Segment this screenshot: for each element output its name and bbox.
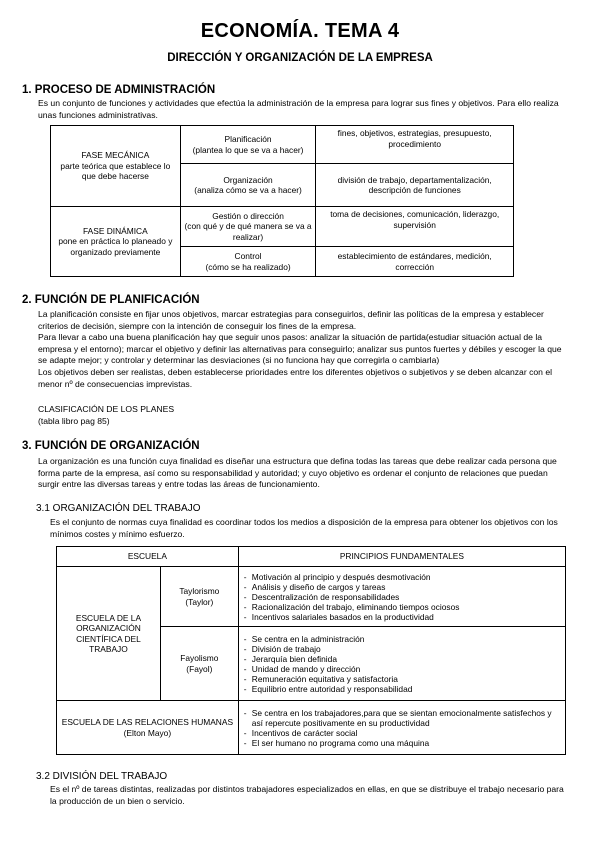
function-name: Control bbox=[234, 251, 262, 261]
function-cell bbox=[180, 164, 316, 207]
function-cell bbox=[180, 247, 316, 277]
list-item: - Se centra en los trabajadores,para que se sientan emocionalmente satisfechos y así repercute positivamente en su productividad bbox=[252, 708, 562, 728]
list-item: - Incentivos de carácter social bbox=[252, 728, 562, 738]
relaciones-title: ESCUELA DE LAS RELACIONES HUMANAS bbox=[61, 717, 234, 727]
taylor-name: Taylorismo bbox=[179, 586, 220, 596]
schools-table bbox=[56, 546, 566, 755]
list-item: - Se centra en la administración bbox=[252, 634, 562, 644]
function-content: división de trabajo, departamentalización, descripción de funciones bbox=[316, 164, 514, 207]
section-2-paragraph-3: Los objetivos deben ser realistas, deben establecerse prioridades entre los diferentes objetivos o subjetivos y se deben alcanzar con el menor nº de consecuencias imprevistas. bbox=[38, 367, 553, 389]
fase-dinamica-title: FASE DINÁMICA bbox=[83, 225, 148, 236]
function-cell bbox=[180, 126, 316, 164]
function-detail: (con qué y de qué manera se va a realizar) bbox=[184, 221, 312, 242]
administration-table bbox=[50, 125, 514, 277]
subsection-3-2-text: Es el nº de tareas distintas, realizadas por distintos trabajadores especializados en ellas, en que se distribuye el trabajo necesario para la producción de un bien o servicio. bbox=[50, 784, 564, 806]
taylor-cell bbox=[160, 567, 238, 627]
school-cientifica: ESCUELA DE LA ORGANIZACIÓN CIENTÍFICA DEL TRABAJO bbox=[57, 567, 161, 701]
page-subtitle: DIRECCIÓN Y ORGANIZACIÓN DE LA EMPRESA bbox=[167, 52, 433, 64]
list-item: - Equilibrio entre autoridad y responsabilidad bbox=[252, 684, 562, 694]
page-title: ECONOMÍA. TEMA 4 bbox=[200, 20, 400, 42]
fayol-cell bbox=[160, 627, 238, 701]
list-item: - Remuneración equitativa y satisfactoria bbox=[252, 674, 562, 684]
list-item: - Racionalización del trabajo, eliminando tiempos ociosos bbox=[252, 602, 562, 612]
fase-dinamica-cell bbox=[51, 207, 181, 277]
fase-dinamica-desc: pone en práctica lo planeado y organizado previamente bbox=[58, 236, 173, 257]
section-3-text: La organización es una función cuya finalidad es diseñar una estructura que defina todas las tareas que debe realizar cada persona que forma parte de la empresa, así como su responsabilidad y autoridad; y cuyo objetivo es ordenar el conjunto de relaciones que puedan surgir entre las diversas tareas y entre todas las áreas de funcionamiento. bbox=[38, 456, 557, 489]
schools-header-escuela: ESCUELA bbox=[57, 547, 239, 567]
function-detail: (plantea lo que se va a hacer) bbox=[192, 144, 304, 155]
section-1-heading: 1. PROCESO DE ADMINISTRACIÓN bbox=[22, 84, 216, 96]
subsection-3-2-heading: 3.2 DIVISIÓN DEL TRABAJO bbox=[36, 771, 168, 782]
taylor-principles bbox=[238, 567, 565, 627]
function-name: Organización bbox=[223, 174, 273, 185]
list-item: - Jerarquía bien definida bbox=[252, 654, 562, 664]
function-content: toma de decisiones, comunicación, liderazgo, supervisión bbox=[316, 207, 514, 247]
relaciones-principles bbox=[238, 701, 565, 755]
school-relaciones bbox=[57, 701, 239, 755]
list-item: - Unidad de mando y dirección bbox=[252, 664, 562, 674]
schools-header-principios: PRINCIPIOS FUNDAMENTALES bbox=[238, 547, 565, 567]
fase-mecanica-title: FASE MECÁNICA bbox=[81, 150, 150, 161]
fase-mecanica-desc: parte teórica que establece lo que debe hacerse bbox=[60, 160, 171, 182]
function-detail: (analiza cómo se va a hacer) bbox=[194, 185, 302, 195]
list-item: - Análisis y diseño de cargos y tareas bbox=[252, 582, 562, 592]
section-1-text: Es un conjunto de funciones y actividades que efectúa la administración de la empresa para lograr sus fines y objetivos. Para ello realiza unas funciones administrativas. bbox=[38, 98, 559, 120]
list-item: - El ser humano no programa como una máquina bbox=[252, 738, 562, 748]
fayol-name: Fayolismo bbox=[180, 653, 219, 663]
function-detail: (cómo se ha realizado) bbox=[205, 261, 291, 272]
fayol-principles bbox=[238, 627, 565, 701]
fase-mecanica-cell bbox=[51, 126, 181, 207]
list-item: - División de trabajo bbox=[252, 644, 562, 654]
subsection-3-1-text: Es el conjunto de normas cuya finalidad es coordinar todos los medios a disposición de la empresa para obtener los objetivos con los mínimos costes y mínimo esfuerzo. bbox=[50, 517, 558, 539]
list-item: - Descentralización de responsabilidades bbox=[252, 592, 562, 602]
plans-classification: CLASIFICACIÓN DE LOS PLANES bbox=[38, 404, 175, 414]
plans-classification-ref: (tabla libro pag 85) bbox=[38, 416, 110, 426]
list-item: - Incentivos salariales basados en la productividad bbox=[252, 612, 562, 622]
relaciones-author: (Elton Mayo) bbox=[123, 727, 172, 738]
taylor-author: (Taylor) bbox=[185, 596, 214, 607]
section-3-heading: 3. FUNCIÓN DE ORGANIZACIÓN bbox=[22, 440, 200, 452]
subsection-3-1-heading: 3.1 ORGANIZACIÓN DEL TRABAJO bbox=[36, 503, 201, 514]
fayol-author: (Fayol) bbox=[186, 663, 213, 674]
section-2-paragraph-2: Para llevar a cabo una buena planificación hay que seguir unos pasos: analizar la situación de partida(estudiar situación actual de la empresa y el entorno); marcar el objetivo y definir las alternativas para conseguirlo; analizar sus puntos fuertes y débiles y escoger la que se adapte mejor; y controlar y determinar las desviaciones (si no funciona hay que corregirla o cambiarla) bbox=[38, 332, 562, 365]
function-content: establecimiento de estándares, medición, corrección bbox=[316, 247, 514, 277]
function-name: Gestión o dirección bbox=[212, 210, 284, 221]
function-cell bbox=[180, 207, 316, 247]
function-content: fines, objetivos, estrategias, presupuesto, procedimiento bbox=[316, 126, 514, 164]
list-item: - Motivación al principio y después desmotivación bbox=[252, 572, 562, 582]
function-name: Planificación bbox=[224, 134, 272, 144]
section-2-heading: 2. FUNCIÓN DE PLANIFICACIÓN bbox=[22, 294, 200, 306]
section-2-paragraph-1: La planificación consiste en fijar unos objetivos, marcar estrategias para conseguirlos, definir las políticas de la empresa y establecer criterios de decisión, siempre con la intención de conseguir los fines de la empresa. bbox=[38, 309, 544, 331]
